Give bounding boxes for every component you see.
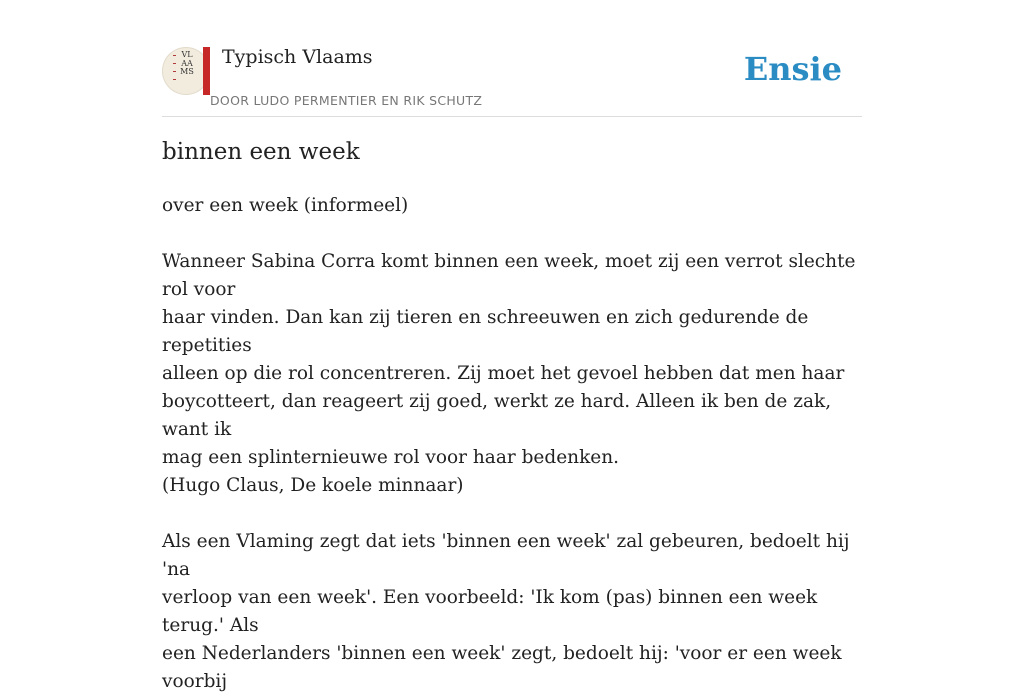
quote-line: haar vinden. Dan kan zij tieren en schreeuwen en zich gedurende de repetities [162,307,809,356]
cover-decoration [173,63,176,64]
quote-line: Wanneer Sabina Corra komt binnen een week, moet zij een verrot slechte rol voor [162,251,856,300]
cover-decoration [173,79,176,80]
explanation-line: verloop van een week'. Een voorbeeld: 'Ik kom (pas) binnen een week terug.' Als [162,587,818,636]
explanation-line: een Nederlanders 'binnen een week' zegt, bedoelt hij: 'voor er een week voorbij [162,643,842,692]
quote-block [162,248,872,500]
cover-red-stripe [203,47,210,95]
cover-decoration [173,55,176,56]
explanation-line: Als een Vlaming zegt dat iets 'binnen een week' zal gebeuren, bedoelt hij 'na [162,531,850,580]
quote-line: mag een splinternieuwe rol voor haar bedenken. [162,447,620,468]
paragraph-gap [162,500,872,528]
book-cover-letters: VLAAMS [180,50,194,76]
entry-title: binnen een week [162,139,360,165]
explanation-block [162,528,872,696]
paragraph-gap [162,220,872,248]
book-header [162,40,862,117]
entry-definition: over een week (informeel) [162,195,409,216]
book-title-link[interactable]: Typisch Vlaams [222,46,373,68]
book-cover-thumbnail[interactable] [162,47,210,95]
brand-logo[interactable]: Ensie [743,50,842,88]
cover-decoration [173,71,176,72]
quote-line: alleen op die rol concentreren. Zij moet het gevoel hebben dat men haar [162,363,845,384]
quote-line: boycotteert, dan reageert zij goed, werkt ze hard. Alleen ik ben de zak, want ik [162,391,832,440]
book-authors: DOOR LUDO PERMENTIER EN RIK SCHUTZ [210,93,483,108]
entry-content [162,192,872,696]
quote-source: (Hugo Claus, De koele minnaar) [162,475,464,496]
